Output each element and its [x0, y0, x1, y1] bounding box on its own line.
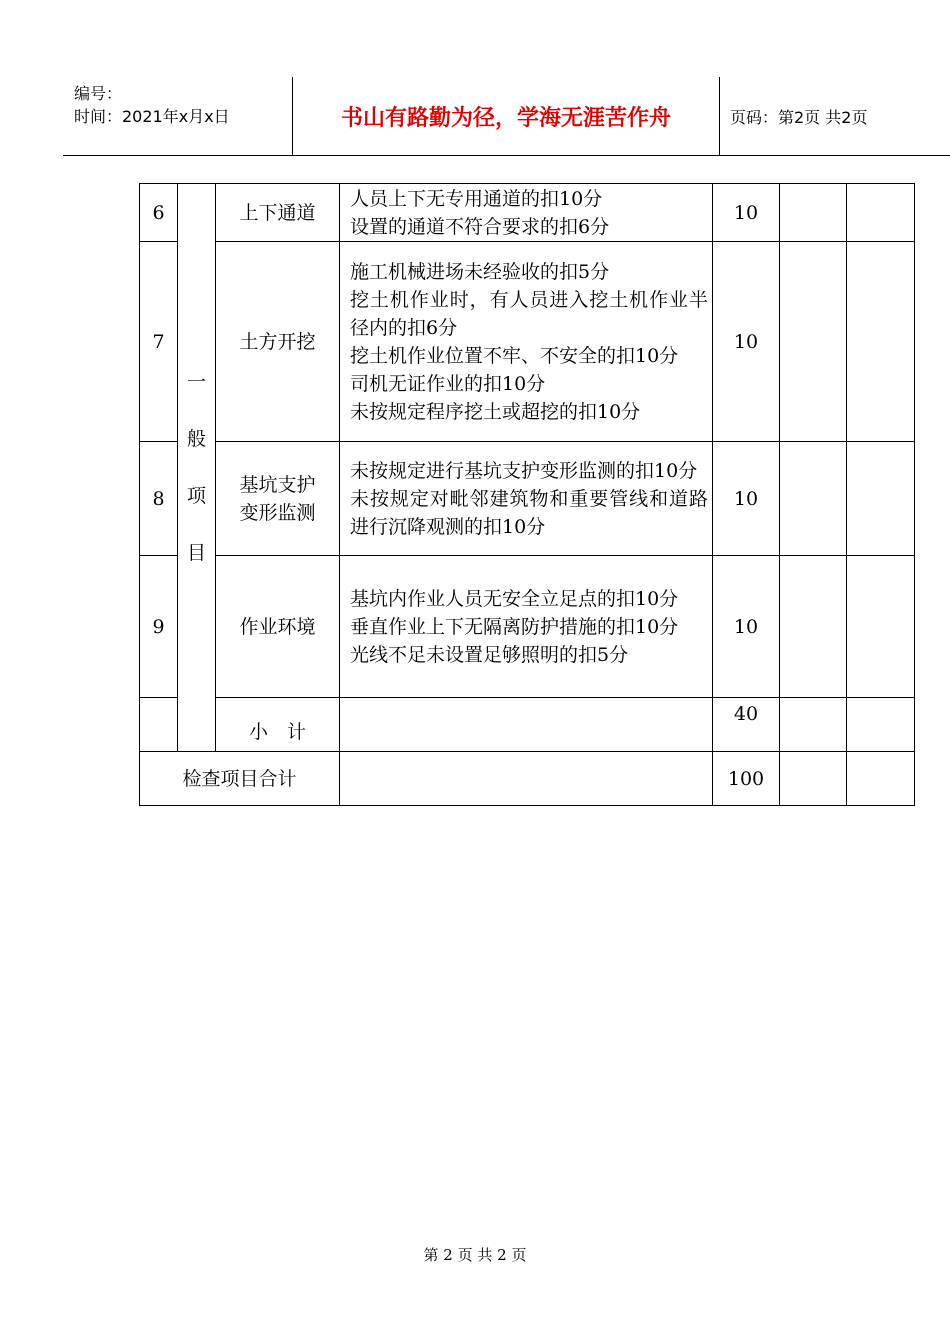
header-motto-cell: [292, 77, 720, 155]
standard-line: 基坑内作业人员无安全立足点的扣10分: [350, 587, 679, 610]
item-name-line: 变形监测: [239, 501, 316, 524]
total-score: 100: [713, 752, 780, 806]
category-char: 项: [186, 484, 206, 507]
score-cell: 10: [713, 184, 780, 242]
deduction-cell: [780, 752, 847, 806]
serial-label: 编号：: [74, 84, 123, 103]
standard-line: 施工机械进场未经验收的扣5分: [350, 260, 610, 283]
deduction-cell: [780, 698, 847, 752]
item-name: [216, 442, 340, 556]
page-header: [63, 77, 950, 156]
deduction-cell: [780, 442, 847, 556]
page-label: 页码：第2页 共2页: [730, 107, 868, 127]
standard-line: 光线不足未设置足够照明的扣5分: [350, 643, 629, 666]
motto-text: 书山有路勤为径，学海无涯苦作舟: [340, 105, 671, 131]
item-name-line: 土方开挖: [239, 330, 316, 353]
category-char: 一: [186, 370, 206, 393]
standard-line: 设置的通道不符合要求的扣6分: [350, 215, 610, 238]
header-page-cell: [719, 77, 950, 155]
subtotal-standards-empty: [340, 698, 713, 752]
actual-score-cell: [847, 242, 915, 442]
row-number: 9: [140, 556, 178, 698]
table-row: [140, 442, 915, 556]
footer-page-number: 第 2 页 共 2 页: [423, 1246, 527, 1264]
actual-score-cell: [847, 752, 915, 806]
standard-line: 垂直作业上下无隔离防护措施的扣10分: [350, 615, 679, 638]
score-cell: 10: [713, 556, 780, 698]
score-cell: 10: [713, 442, 780, 556]
deduction-standards: [340, 242, 713, 442]
standard-line: 未按规定程序挖土或超挖的扣10分: [350, 400, 641, 423]
deduction-standards: [340, 442, 713, 556]
actual-score-cell: [847, 184, 915, 242]
total-label: 检查项目合计: [140, 752, 340, 806]
inspection-table: [139, 183, 915, 806]
row-number: 8: [140, 442, 178, 556]
actual-score-cell: [847, 698, 915, 752]
item-name-line: 基坑支护: [239, 473, 316, 496]
category-cell: [178, 184, 216, 752]
deduction-cell: [780, 556, 847, 698]
actual-score-cell: [847, 556, 915, 698]
item-name-line: 上下通道: [239, 201, 316, 224]
time-label: 时间：2021年x月x日: [74, 107, 230, 126]
item-name-line: 作业环境: [239, 615, 316, 638]
category-char: 目: [186, 541, 206, 564]
standard-line: 挖土机作业时，有人员进入挖土机作业半径内的扣6分: [350, 288, 708, 339]
standard-line: 未按规定对毗邻建筑物和重要管线和道路进行沉降观测的扣10分: [350, 487, 708, 538]
header-meta-cell: [63, 77, 292, 155]
table-row: [140, 184, 915, 242]
subtotal-row: [140, 698, 915, 752]
row-number-empty: [140, 698, 178, 752]
standard-line: 司机无证作业的扣10分: [350, 372, 546, 395]
item-name: [216, 184, 340, 242]
item-name: [216, 242, 340, 442]
actual-score-cell: [847, 442, 915, 556]
table-row: [140, 556, 915, 698]
subtotal-score: 40: [713, 698, 780, 752]
table-row: [140, 242, 915, 442]
row-number: 7: [140, 242, 178, 442]
deduction-standards: [340, 556, 713, 698]
total-row: [140, 752, 915, 806]
subtotal-label: 小 计: [216, 698, 340, 752]
standard-line: 挖土机作业位置不牢、不安全的扣10分: [350, 344, 679, 367]
score-cell: 10: [713, 242, 780, 442]
row-number: 6: [140, 184, 178, 242]
deduction-standards: [340, 184, 713, 242]
standard-line: 未按规定进行基坑支护变形监测的扣10分: [350, 459, 698, 482]
item-name: [216, 556, 340, 698]
deduction-cell: [780, 184, 847, 242]
page-footer: [0, 1244, 950, 1265]
total-standards-empty: [340, 752, 713, 806]
deduction-cell: [780, 242, 847, 442]
standard-line: 人员上下无专用通道的扣10分: [350, 187, 603, 210]
category-char: 般: [186, 427, 206, 450]
